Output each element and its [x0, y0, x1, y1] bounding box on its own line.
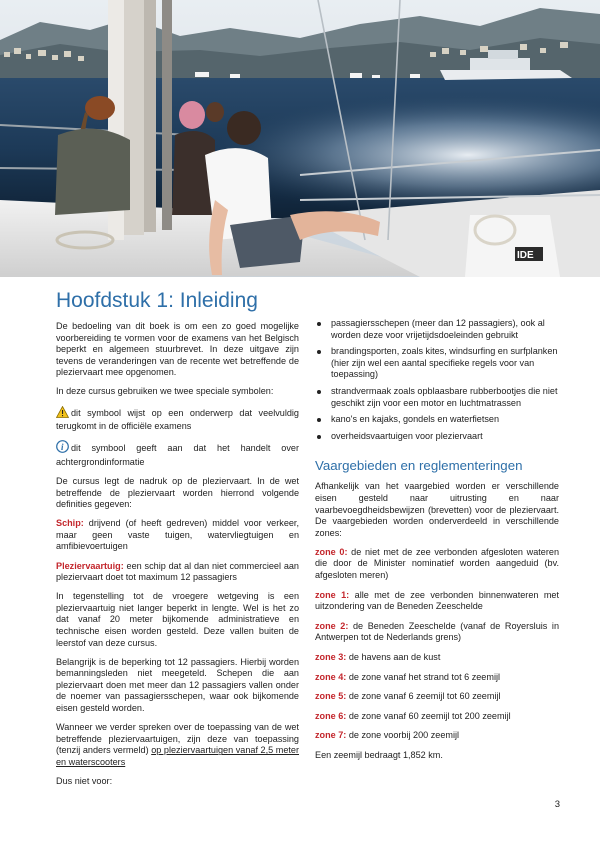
list-item [315, 386, 559, 409]
list-item [315, 414, 559, 426]
zone-text: de zone vanaf 60 zeemijl tot 200 zeemijl [346, 710, 511, 721]
zone-label: zone 4: [315, 671, 347, 682]
zone-0 [315, 547, 559, 582]
zone-3 [315, 652, 559, 664]
zone-label: zone 2: [315, 620, 349, 631]
definition-text: drijvend (of heeft gedreven) middel voor verkeer, maar geen vaste tuigen, watervliegtuigen en amfibievoertuigen [56, 518, 299, 552]
application-underlined: op pleziervaartuigen vanaf 2,5 meter en waterscooters [56, 745, 300, 767]
zone-7 [315, 730, 559, 742]
definition-schip [56, 518, 299, 553]
not-for-paragraph: Dus niet voor: [56, 776, 113, 786]
bullet-icon [317, 350, 321, 354]
symbols-intro: In deze cursus gebruiken we twee speciale symbolen: [56, 386, 274, 397]
intro-paragraph: De bedoeling van dit boek is om een zo goed mogelijke voorbereiding te vormen voor de examens van het Belgisch beperkt en algemeen stuurbrevet. In deze uitgave zijn tevens de veranderingen van de recente wet betreffende de pleziervaart mee opgenomen. [56, 321, 299, 378]
zone-text: de zone vanaf 6 zeemijl tot 60 zeemijl [346, 691, 501, 702]
svg-text:i: i [61, 442, 64, 453]
zone-6 [315, 711, 559, 723]
zone-4 [315, 672, 559, 684]
page-number: 3 [554, 799, 560, 810]
definition-pleziervaartuig [56, 561, 299, 584]
length-paragraph: In tegenstelling tot de vroegere wetgeving is een pleziervaartuig niet langer beperkt in lengte. Wel is het zo dat vanaf 20 meter bijkomende administratieve en technische eisen worden gesteld. Deze vallen buiten de leerstof van deze cursus. [56, 591, 299, 648]
zone-text: de zone vanaf het strand tot 6 zeemijl [346, 671, 501, 682]
zone-text: de niet met de zee verbonden afgesloten wateren die door de Minister nominatief worden aangeduid (bv. afgesloten meren) [315, 546, 559, 580]
definition-term: Pleziervaartuig: [56, 560, 124, 571]
info-icon [56, 440, 69, 457]
boat-name-text: IDE [517, 250, 534, 261]
passengers-paragraph: Belangrijk is de beperking tot 12 passagiers. Hierbij worden bemanningsleden niet meegeteld. Schepen die aan pleziervaart doen met meer dan 12 passagiers vallen onder de noemer van passagiersschepen, waar ook bijkomende eisen gesteld worden. [56, 656, 299, 714]
zone-text: de havens aan de kust [346, 651, 441, 662]
zone-5 [315, 691, 559, 703]
list-item-text: kano's en kajaks, gondels en waterfietsen [331, 414, 500, 425]
zone-label: zone 1: [315, 589, 350, 600]
bullet-icon [317, 322, 321, 326]
bullet-icon [317, 390, 321, 394]
zone-label: zone 7: [315, 730, 347, 741]
zone-label: zone 3: [315, 651, 347, 662]
zone-label: zone 0: [315, 546, 348, 557]
zone-label: zone 6: [315, 710, 347, 721]
left-column [56, 288, 299, 795]
definition-term: Schip: [56, 518, 84, 529]
application-paragraph [56, 722, 299, 768]
hero-photo [0, 0, 600, 277]
zone-1 [315, 590, 559, 613]
definition-text: een schip dat al dan niet commercieel aan pleziervaart doet tot maximum 12 passagiers [56, 560, 299, 583]
section-title: Vaargebieden en reglementeringen [315, 458, 523, 474]
application-text: Wanneer we verder spreken over de toepassing van de wet betreffende pleziervaartuigen, zijn deze van toepassing (tenzij anders vermeld) [56, 722, 299, 756]
bullet-icon [317, 435, 321, 439]
nautical-mile-note: Een zeemijl bedraagt 1,852 km. [315, 749, 443, 760]
symbol-exam-note [56, 406, 299, 433]
zone-2 [315, 621, 559, 644]
zone-text: de zone voorbij 200 zeemijl [346, 730, 460, 741]
zone-label: zone 5: [315, 691, 347, 702]
warning-icon [56, 406, 69, 422]
list-item-text: overheidsvaartuigen voor pleziervaart [331, 430, 483, 441]
exclusions-list [315, 318, 559, 442]
bullet-icon [317, 418, 321, 422]
list-item-text: strandvermaak zoals opblaasbare rubberbootjes die niet geschikt zijn voor een motor en luchtmatrassen [331, 385, 558, 408]
definitions-intro: De cursus legt de nadruk op de pleziervaart. In de wet betreffende de pleziervaart worden hierrond volgende definities gegeven: [56, 475, 299, 510]
symbol-exam-text: dit symbool wijst op een onderwerp dat veelvuldig terugkomt in de officiële examens [56, 407, 299, 432]
list-item-text: brandingsporten, zoals kites, windsurfing en surfplanken (hier zijn wel een aantal specifieke regels voor van toepassing) [331, 346, 558, 380]
chapter-title: Hoofdstuk 1: Inleiding [56, 289, 258, 312]
symbol-info-text: dit symbool geeft aan dat het handelt over achtergrondinformatie [56, 443, 299, 467]
list-item [315, 346, 559, 381]
zones-intro: Afhankelijk van het vaargebied worden er verschillende eisen gesteld naar uitrusting en naar vaarbevoegdheidsbewijzen (brevetten) voor de pleziervaart. De vaargebieden worden onderverdeeld in verschillende zones: [315, 481, 559, 538]
symbol-info-note [56, 440, 299, 468]
list-item [315, 318, 559, 341]
list-item-text: passagiersschepen (meer dan 12 passagiers), ook al worden deze voor vrijetijdsdoeleinden gebruikt [331, 318, 545, 340]
zone-text: alle met de zee verbonden binnenwateren met uitzondering van de Beneden Zeeschelde [315, 589, 560, 612]
right-column [315, 318, 559, 769]
zone-text: de Beneden Zeeschelde (vanaf de Royersluis in Antwerpen tot de Nederlands grens) [315, 620, 559, 643]
list-item [315, 431, 559, 443]
